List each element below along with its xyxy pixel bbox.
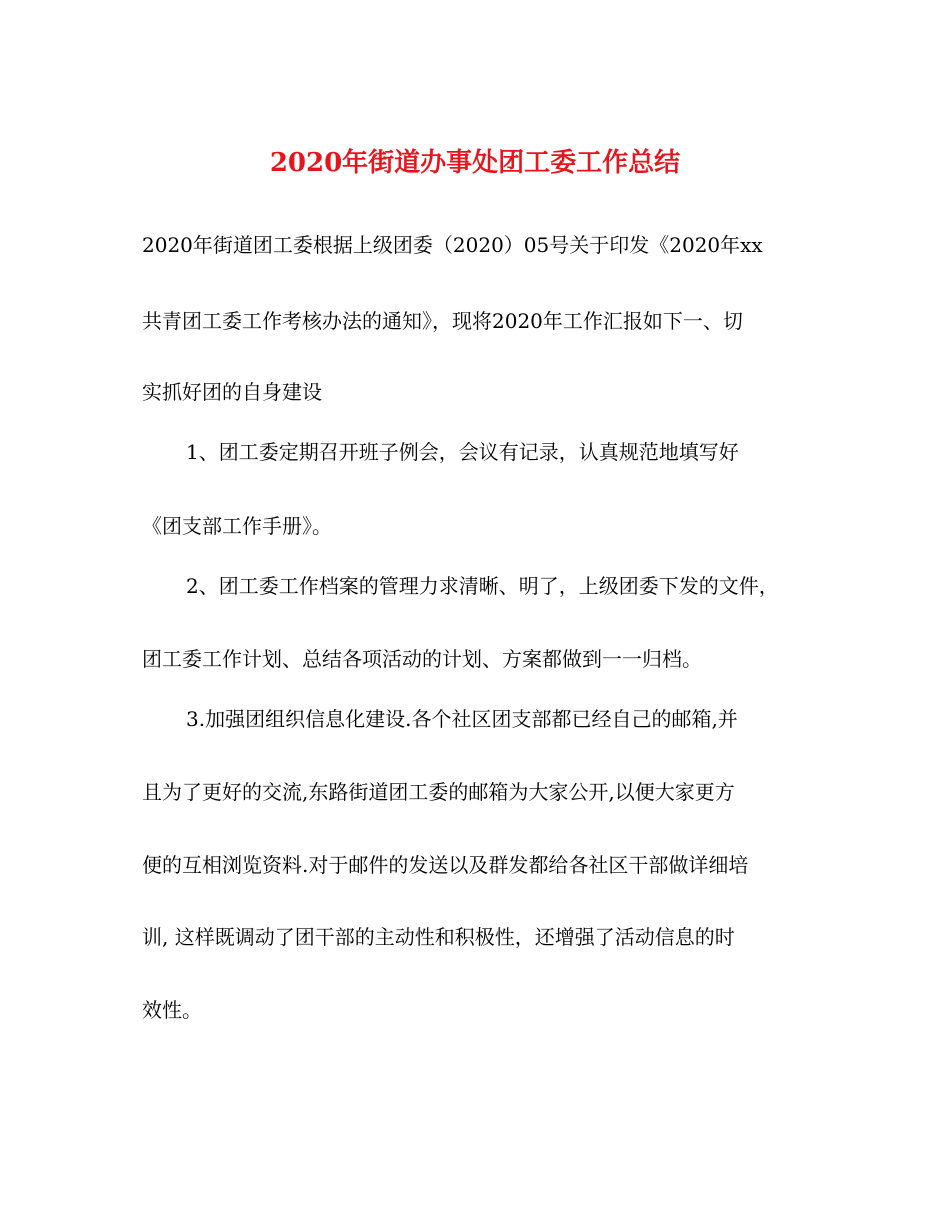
body-line-8: 3.加强团组织信息化建设.各个社区团支部都已经自己的邮箱,并: [186, 707, 738, 731]
body-line-6: 2、团工委工作档案的管理力求清晰、明了，上级团委下发的文件，: [186, 574, 779, 598]
body-line-2: 共青团工委工作考核办法的通知》，现将2020年工作汇报如下一、切: [142, 309, 743, 333]
body-line-1: 2020年街道团工委根据上级团委（2020）05号关于印发《2020年xx: [142, 233, 763, 257]
body-line-9: 且为了更好的交流,东路街道团工委的邮箱为大家公开,以便大家更方: [142, 780, 735, 804]
body-line-4: 1、团工委定期召开班子例会，会议有记录，认真规范地填写好: [186, 440, 739, 464]
body-line-7: 团工委工作计划、总结各项活动的计划、方案都做到一一归档。: [142, 647, 702, 671]
body-line-10: 便的互相浏览资料.对于邮件的发送以及群发都给各社区干部做详细培: [142, 853, 749, 877]
document-title: 2020年街道办事处团工委工作总结: [269, 148, 681, 178]
body-line-12: 效性。: [142, 998, 202, 1022]
body-line-11: 训, 这样既调动了团干部的主动性和积极性，还增强了活动信息的时: [142, 925, 735, 949]
body-line-5: 《团支部工作手册》。: [142, 514, 332, 538]
body-line-3: 实抓好团的自身建设: [142, 380, 322, 404]
